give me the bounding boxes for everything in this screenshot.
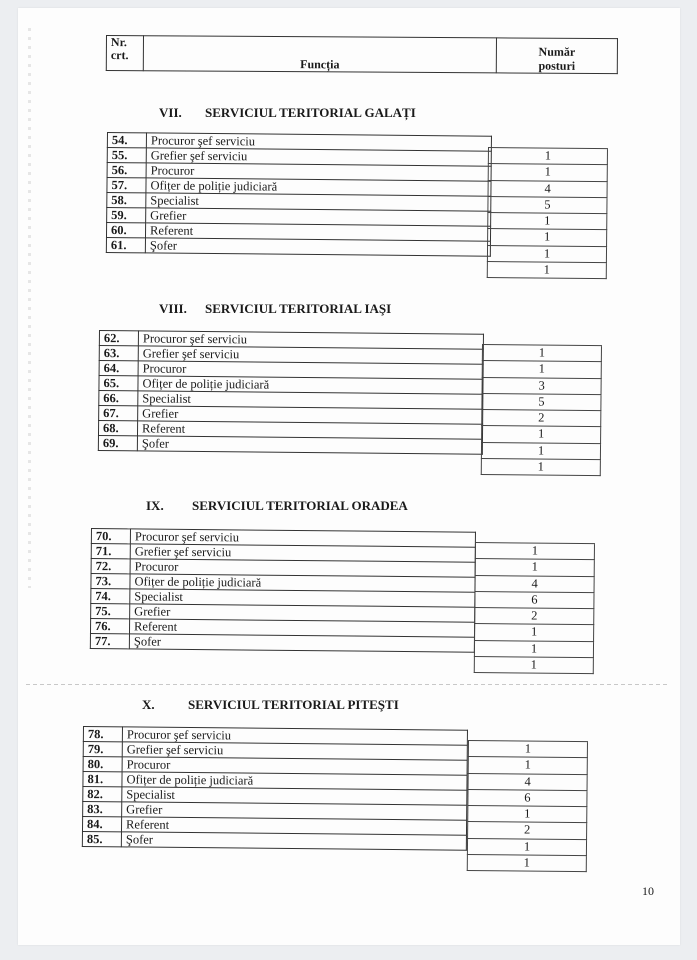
posts-count-cell: 3 bbox=[482, 378, 602, 395]
row-function: Ofițer de poliție judiciară bbox=[138, 376, 483, 394]
posts-count-cell: 1 bbox=[488, 164, 608, 181]
posts-count-cell: 5 bbox=[487, 197, 607, 214]
row-function: Procuror şef serviciu bbox=[130, 529, 475, 547]
header-function-cell bbox=[143, 36, 496, 73]
posts-count-cell: 2 bbox=[474, 608, 594, 625]
scan-margin-artifact bbox=[28, 28, 31, 588]
section-table bbox=[106, 132, 492, 257]
posts-count-cell: 1 bbox=[474, 624, 594, 641]
section-table bbox=[98, 330, 484, 455]
header-posturi-label: posturi bbox=[538, 58, 576, 73]
row-number: 80. bbox=[83, 757, 122, 772]
row-number: 63. bbox=[99, 346, 138, 361]
row-number: 56. bbox=[107, 163, 146, 178]
row-number: 60. bbox=[106, 223, 145, 238]
row-function: Şofer bbox=[129, 634, 474, 652]
row-function: Grefier şef serviciu bbox=[130, 544, 475, 562]
row-function: Referent bbox=[121, 817, 466, 835]
row-function: Specialist bbox=[130, 589, 475, 607]
section-values-column bbox=[474, 542, 595, 675]
section-table bbox=[82, 726, 468, 851]
header-table bbox=[106, 35, 618, 74]
row-function: Referent bbox=[137, 421, 482, 439]
row-function: Şofer bbox=[145, 238, 490, 256]
row-number: 65. bbox=[99, 376, 138, 391]
posts-count-cell: 1 bbox=[475, 543, 595, 560]
posts-count-cell: 1 bbox=[487, 229, 607, 246]
row-function: Grefier bbox=[122, 802, 467, 820]
table-row bbox=[98, 435, 482, 454]
row-function: Şofer bbox=[121, 832, 466, 850]
posts-count-cell: 4 bbox=[468, 774, 588, 791]
row-number: 77. bbox=[90, 633, 129, 648]
posts-count-cell: 4 bbox=[475, 576, 595, 593]
posts-count-cell: 1 bbox=[482, 361, 602, 378]
section-title bbox=[159, 301, 391, 317]
posts-count-cell: 2 bbox=[481, 410, 601, 427]
row-function: Grefier şef serviciu bbox=[122, 742, 467, 760]
section-values-column bbox=[467, 740, 588, 873]
section-title-text: SERVICIUL TERITORIAL GALAȚI bbox=[205, 105, 416, 120]
row-number: 75. bbox=[91, 604, 130, 619]
row-function: Procuror bbox=[146, 163, 491, 181]
row-function: Grefier bbox=[146, 208, 491, 226]
row-number: 70. bbox=[91, 529, 130, 544]
row-number: 83. bbox=[83, 802, 122, 817]
section-values-column bbox=[481, 344, 602, 477]
row-number: 82. bbox=[83, 787, 122, 802]
row-function: Grefier bbox=[138, 406, 483, 424]
posts-count-cell: 4 bbox=[488, 181, 608, 198]
section-roman-numeral: VII. bbox=[159, 105, 182, 120]
row-function: Procuror bbox=[130, 559, 475, 577]
section-values-column bbox=[487, 147, 608, 280]
row-function: Ofițer de poliție judiciară bbox=[130, 574, 475, 592]
row-function: Procuror şef serviciu bbox=[146, 133, 491, 151]
header-nr-cell bbox=[106, 36, 143, 71]
row-function: Specialist bbox=[146, 193, 491, 211]
row-number: 61. bbox=[106, 237, 145, 252]
header-count-label: Număr bbox=[538, 44, 576, 59]
posts-count-cell: 1 bbox=[488, 148, 608, 165]
section-roman-numeral: X. bbox=[142, 697, 155, 712]
header-nr-label: Nr. bbox=[110, 35, 127, 50]
posts-count-cell: 1 bbox=[481, 459, 601, 476]
row-number: 69. bbox=[98, 435, 137, 450]
posts-count-cell: 1 bbox=[487, 246, 607, 263]
posts-count-cell: 1 bbox=[481, 426, 601, 443]
section-table bbox=[90, 528, 476, 653]
row-function: Specialist bbox=[138, 391, 483, 409]
row-number: 55. bbox=[107, 148, 146, 163]
posts-count-cell: 1 bbox=[468, 741, 588, 758]
section-title-text: SERVICIUL TERITORIAL ORADEA bbox=[192, 498, 408, 513]
row-number: 58. bbox=[107, 193, 146, 208]
row-number: 81. bbox=[83, 772, 122, 787]
row-number: 73. bbox=[91, 574, 130, 589]
header-crt-label: crt. bbox=[110, 48, 129, 63]
table-row bbox=[106, 237, 490, 256]
posts-count-cell: 1 bbox=[467, 806, 587, 823]
row-function: Grefier şef serviciu bbox=[138, 346, 483, 364]
posts-count-cell: 1 bbox=[467, 839, 587, 856]
row-number: 67. bbox=[99, 406, 138, 421]
section-title bbox=[142, 697, 399, 713]
row-number: 66. bbox=[99, 391, 138, 406]
row-number: 71. bbox=[91, 544, 130, 559]
row-number: 57. bbox=[107, 178, 146, 193]
posts-count-cell: 1 bbox=[474, 641, 594, 658]
row-number: 54. bbox=[107, 133, 146, 148]
posts-count-cell: 1 bbox=[474, 657, 594, 674]
section-title-text: SERVICIUL TERITORIAL PITEŞTI bbox=[188, 697, 399, 712]
posts-count-cell: 1 bbox=[482, 345, 602, 362]
section-title bbox=[146, 498, 408, 514]
section-roman-numeral: VIII. bbox=[159, 301, 187, 316]
row-function: Ofițer de poliție judiciară bbox=[146, 178, 491, 196]
header-function-label: Funcția bbox=[300, 57, 340, 72]
posts-count-cell: 1 bbox=[481, 443, 601, 460]
row-number: 79. bbox=[83, 742, 122, 757]
posts-count-cell: 2 bbox=[467, 822, 587, 839]
row-function: Procuror bbox=[122, 757, 467, 775]
row-function: Procuror şef serviciu bbox=[122, 727, 467, 745]
document-page bbox=[18, 8, 680, 945]
row-function: Grefier bbox=[130, 604, 475, 622]
page-number: 10 bbox=[642, 884, 654, 898]
row-function: Şofer bbox=[137, 436, 482, 454]
row-function: Specialist bbox=[122, 787, 467, 805]
row-function: Procuror şef serviciu bbox=[138, 331, 483, 349]
posts-count-cell: 6 bbox=[467, 790, 587, 807]
section-title-text: SERVICIUL TERITORIAL IAŞI bbox=[205, 301, 392, 316]
row-function: Grefier şef serviciu bbox=[146, 148, 491, 166]
table-row bbox=[82, 831, 466, 850]
posts-count-cell: 1 bbox=[467, 855, 587, 872]
posts-count-cell: 5 bbox=[481, 394, 601, 411]
header-count-cell bbox=[496, 38, 617, 74]
section-title bbox=[159, 105, 416, 121]
row-function: Procuror bbox=[138, 361, 483, 379]
row-function: Ofițer de poliție judiciară bbox=[122, 772, 467, 790]
row-number: 84. bbox=[82, 817, 121, 832]
row-number: 76. bbox=[90, 619, 129, 634]
row-function: Referent bbox=[145, 223, 490, 241]
posts-count-cell: 1 bbox=[487, 262, 607, 279]
row-number: 78. bbox=[83, 727, 122, 742]
row-number: 62. bbox=[99, 331, 138, 346]
row-number: 68. bbox=[98, 421, 137, 436]
row-function: Referent bbox=[129, 619, 474, 637]
row-number: 59. bbox=[107, 208, 146, 223]
row-number: 64. bbox=[99, 361, 138, 376]
posts-count-cell: 1 bbox=[475, 559, 595, 576]
posts-count-cell: 6 bbox=[474, 592, 594, 609]
row-number: 72. bbox=[91, 559, 130, 574]
section-roman-numeral: IX. bbox=[146, 498, 164, 513]
row-number: 74. bbox=[91, 589, 130, 604]
posts-count-cell: 1 bbox=[487, 213, 607, 230]
scan-fold-line bbox=[26, 684, 670, 685]
table-row bbox=[90, 633, 474, 652]
posts-count-cell: 1 bbox=[468, 757, 588, 774]
row-number: 85. bbox=[82, 831, 121, 846]
